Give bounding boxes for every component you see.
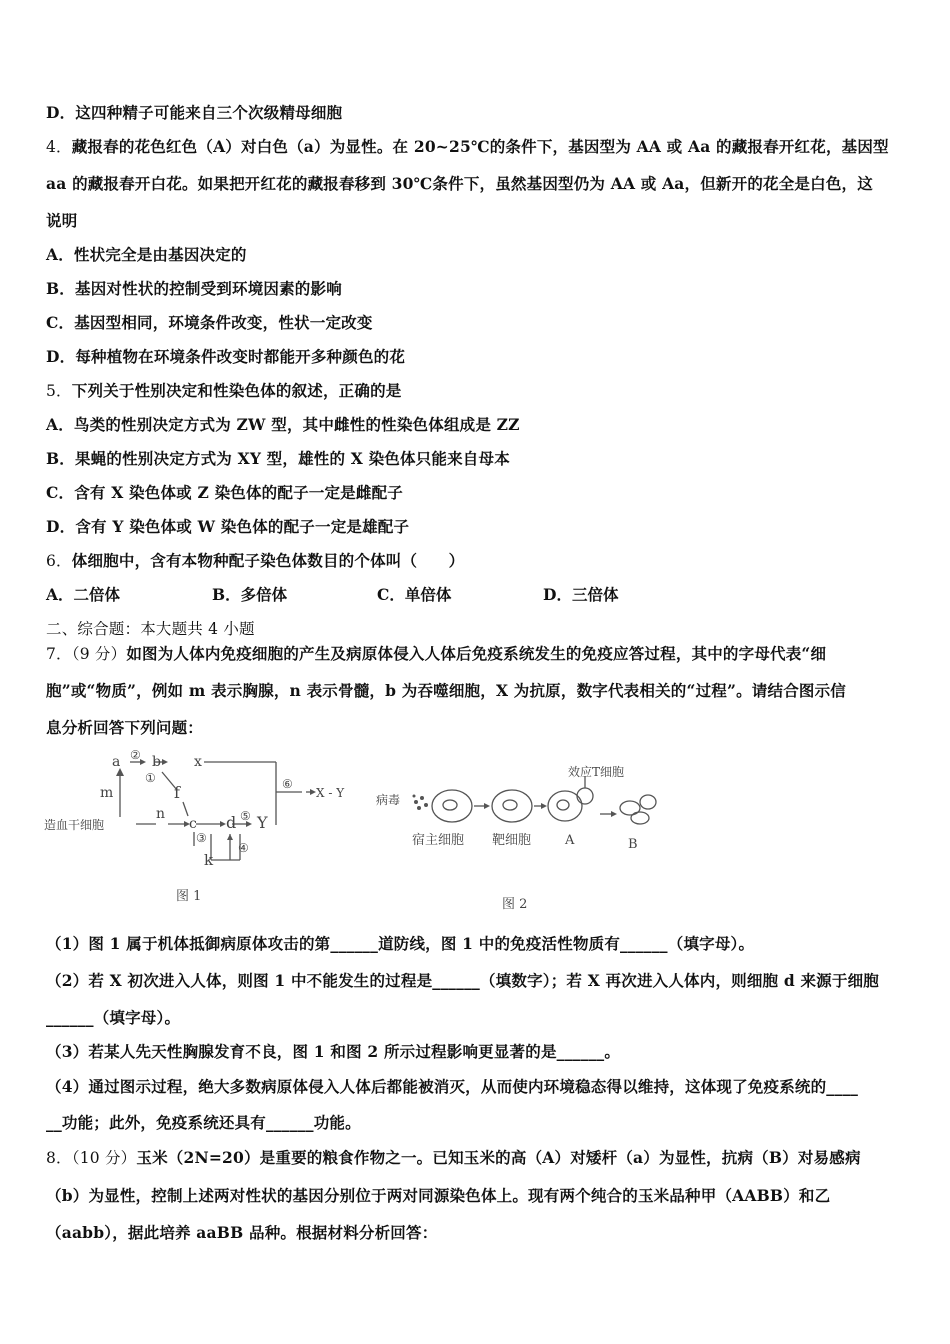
q5-option-c: C．含有 X 染色体或 Z 染色体的配子一定是雌配子 (46, 483, 403, 502)
fig1-label-n: n (156, 806, 166, 822)
fig2-label-host-cell: 宿主细胞 (412, 833, 465, 848)
figure-1-diagram (44, 750, 354, 915)
q4-option-c: C．基因型相同，环境条件改变，性状一定改变 (46, 313, 373, 332)
fig1-node-y: Y (257, 813, 268, 832)
fig1-node-k: k (204, 851, 214, 869)
q7-sub1: （1）图 1 属于机体抵御病原体攻击的第______道防线，图 1 中的免疫活性物质有______（填字母）。 (46, 934, 755, 953)
fig1-label-6: ⑥ (282, 777, 293, 791)
section-2-heading: 二、综合题：本大题共 4 小题 (46, 620, 255, 638)
fig1-source: 造血干细胞 (44, 818, 105, 832)
q6-stem-text: 体细胞中，含有本物种配子染色体数目的个体叫（ ） (71, 551, 465, 570)
fig2-label-virus: 病毒 (376, 793, 401, 807)
q6-option-a: A．二倍体 (46, 585, 121, 604)
q8-stem-line1 (46, 1148, 910, 1168)
q6-option-d: D．三倍体 (543, 585, 619, 604)
fig1-label-5: ⑤ (240, 809, 251, 823)
q6-option-b: B．多倍体 (212, 585, 288, 604)
q7-sub4-line1: （4）通过图示过程，绝大多数病原体侵入人体后都能被消灭，从而使内环境稳态得以维持，这体现了免疫系统的____ (46, 1077, 859, 1096)
fig1-label-1: ① (145, 771, 156, 785)
q4-number: 4． (46, 138, 72, 156)
q4-stem-line1 (46, 137, 910, 157)
q7-number: 7．（9 分） (46, 645, 127, 663)
q6-option-c: C．单倍体 (377, 585, 452, 604)
fig1-node-f: f (174, 783, 180, 802)
q7-sub4-line2: __功能；此外，免疫系统还具有______功能。 (46, 1113, 361, 1132)
fig2-label-target-cell: 靶细胞 (492, 833, 532, 848)
q7-stem-line1 (46, 644, 910, 664)
q8-number: 8．（10 分） (46, 1149, 137, 1167)
q5-stem (46, 381, 910, 401)
figure-2 (372, 758, 672, 918)
fig2-label-a: A (565, 833, 575, 848)
figure-2-diagram (372, 758, 672, 918)
fig1-node-x: x (194, 754, 202, 770)
q4-option-b: B．基因对性状的控制受到环境因素的影响 (46, 279, 342, 298)
fig2-caption: 图 2 (502, 897, 528, 912)
q7-stem-text: 如图为人体内免疫细胞的产生及病原体侵入人体后免疫系统发生的免疫应答过程，其中的字母代表“细 (126, 644, 827, 663)
q7-sub2-line1: （2）若 X 初次进入人体，则图 1 中不能发生的过程是______（填数字）；若 X 再次进入人体内，则细胞 d 来源于细胞 (46, 971, 879, 990)
q4-option-a: A．性状完全是由基因决定的 (46, 245, 247, 264)
q6-number: 6． (46, 552, 72, 570)
q5-number: 5． (46, 382, 72, 400)
q4-option-d: D．每种植物在环境条件改变时都能开多种颜色的花 (46, 347, 406, 366)
q8-stem-line3: （aabb），据此培养 aaBB 品种。根据材料分析回答： (46, 1223, 438, 1242)
q8-stem-text: 玉米（2N=20）是重要的粮食作物之一。已知玉米的高（A）对矮杆（a）为显性，抗病（B）对易感病 (136, 1148, 861, 1167)
virus-particles (413, 795, 429, 811)
q5-option-b: B．果蝇的性别决定方式为 XY 型，雄性的 X 染色体只能来自母本 (46, 449, 510, 468)
q5-stem-text: 下列关于性别决定和性染色体的叙述，正确的是 (71, 381, 402, 400)
q7-stem-line2: 胞”或“物质”，例如 m 表示胸腺，n 表示骨髓，b 为吞噬细胞，X 为抗原，数字代表相关的“过程”。请结合图示信 (46, 681, 846, 700)
figure-1 (44, 750, 354, 915)
fig1-node-b: b (152, 754, 161, 770)
q7-sub3: （3）若某人先天性胸腺发育不良，图 1 和图 2 所示过程影响更显著的是______。 (46, 1042, 621, 1061)
q4-stem-text: 藏报春的花色红色（A）对白色（a）为显性。在 20~25℃的条件下，基因型为 AA 或 Aa 的藏报春开红花，基因型 (71, 137, 889, 156)
fig1-node-c: c (189, 816, 197, 832)
fig1-caption: 图 1 (176, 889, 202, 904)
q5-option-d: D．含有 Y 染色体或 W 染色体的配子一定是雄配子 (46, 517, 410, 536)
q8-stem-line2: （b）为显性，控制上述两对性状的基因分别位于两对同源染色体上。现有两个纯合的玉米品种甲（AABB）和乙 (46, 1186, 831, 1205)
fig1-output: X - Y (316, 786, 345, 800)
q7-sub2-line2: ______（填字母）。 (46, 1008, 181, 1027)
fig1-label-4: ④ (238, 841, 249, 855)
fig1-label-3: ③ (196, 831, 207, 845)
q6-stem (46, 551, 910, 571)
fig2-label-b: B (628, 837, 638, 852)
fig1-node-d: d (226, 813, 237, 832)
fig1-label-2: ② (130, 750, 141, 762)
q4-stem-line3: 说明 (46, 211, 78, 230)
q7-stem-line3: 息分析回答下列问题： (46, 718, 204, 737)
fig2-label-effector-t: 效应T细胞 (568, 765, 625, 779)
q5-option-a: A．鸟类的性别决定方式为 ZW 型，其中雌性的性染色体组成是 ZZ (46, 415, 520, 434)
q4-stem-line2: aa 的藏报春开白花。如果把开红花的藏报春移到 30℃条件下，虽然基因型仍为 AA 或 Aa，但新开的花全是白色，这 (46, 174, 873, 193)
q3-option-d: D．这四种精子可能来自三个次级精母细胞 (46, 103, 343, 122)
fig1-node-a: a (112, 754, 121, 770)
fig1-label-m: m (100, 785, 114, 801)
